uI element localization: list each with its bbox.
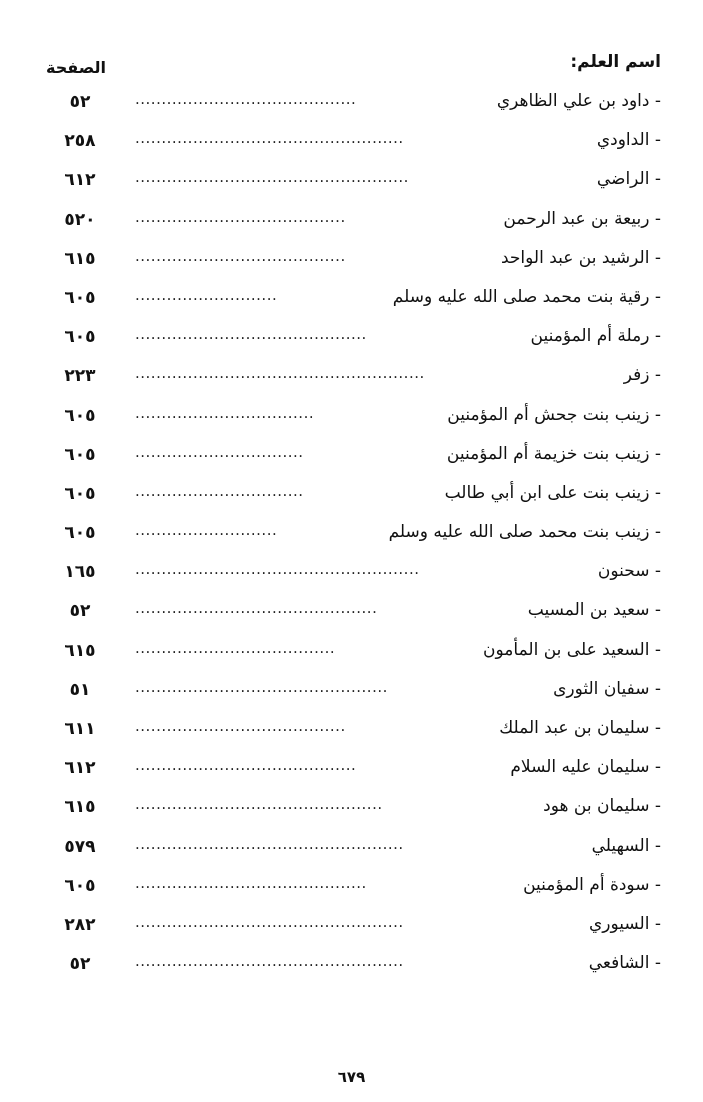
entry-page-number: ٥٢ bbox=[69, 92, 91, 112]
entry-name: - السيوري bbox=[588, 913, 661, 934]
entry-page-number: ٦٠٥ bbox=[64, 483, 96, 504]
index-entry-row bbox=[0, 635, 703, 674]
entry-name: - السهيلي bbox=[591, 835, 661, 856]
entry-name: - سليمان عليه السلام bbox=[510, 757, 661, 778]
index-entry-row bbox=[0, 595, 703, 634]
index-entry-row bbox=[0, 517, 703, 556]
entry-leader-dots: ........................... bbox=[135, 285, 278, 304]
index-entry-row bbox=[0, 831, 703, 870]
entry-page-number: ٦١٢ bbox=[64, 170, 96, 191]
entry-leader-dots: ................................................... bbox=[135, 912, 404, 931]
index-entry-row bbox=[0, 674, 703, 713]
entry-leader-dots: ............................................... bbox=[135, 795, 383, 814]
entry-name: - سعيد بن المسيب bbox=[527, 600, 661, 621]
entry-leader-dots: .................................. bbox=[135, 403, 315, 422]
entry-page-number: ٦١٥ bbox=[64, 797, 96, 818]
entry-name: - سفيان الثورى bbox=[553, 678, 661, 699]
index-entry-row bbox=[0, 282, 703, 321]
entry-page-number: ٥٧٩ bbox=[64, 836, 96, 857]
index-entry-row bbox=[0, 478, 703, 517]
entry-leader-dots: .......................................... bbox=[135, 756, 357, 775]
entry-leader-dots: ........................... bbox=[135, 521, 278, 540]
entry-leader-dots: .............................................. bbox=[135, 599, 378, 618]
entry-leader-dots: ........................................ bbox=[135, 717, 346, 735]
entry-page-number: ٢٢٣ bbox=[64, 366, 96, 387]
entry-leader-dots: ................................................ bbox=[135, 677, 388, 696]
entry-leader-dots: ............................................ bbox=[135, 325, 367, 344]
entry-leader-dots: ................................................... bbox=[135, 129, 404, 148]
entry-page-number: ٦٠٥ bbox=[64, 523, 96, 544]
entry-leader-dots: ...................................... bbox=[135, 638, 336, 657]
entry-leader-dots: ............................................ bbox=[135, 873, 367, 892]
page-number: ٦٧٩ bbox=[337, 1068, 366, 1086]
index-entries-list bbox=[0, 86, 703, 987]
entry-name: - سحنون bbox=[597, 561, 661, 582]
entry-page-number: ٥٢٠ bbox=[64, 209, 96, 230]
entry-page-number: ٦٠٥ bbox=[64, 875, 96, 896]
index-entry-row bbox=[0, 713, 703, 752]
entry-page-number: ٢٨٢ bbox=[64, 914, 96, 935]
entry-leader-dots: ................................................... bbox=[135, 834, 404, 853]
entry-leader-dots: ...................................................... bbox=[135, 560, 420, 579]
entry-leader-dots: ....................................................... bbox=[135, 364, 425, 383]
entry-page-number: ٦٠٥ bbox=[64, 287, 96, 308]
entry-name: - سليمان بن عبد الملك bbox=[499, 718, 661, 738]
entry-name: - الرشيد بن عبد الواحد bbox=[500, 247, 661, 268]
entry-page-number: ٦١٥ bbox=[64, 248, 96, 269]
entry-page-number: ٥١ bbox=[69, 679, 91, 700]
entry-name: - الشافعي bbox=[588, 953, 661, 974]
entry-name: - زينب بنت محمد صلى الله عليه وسلم bbox=[388, 522, 661, 543]
entry-leader-dots: .......................................... bbox=[135, 90, 357, 108]
index-entry-row bbox=[0, 86, 703, 125]
entry-name: - سودة أم المؤمنين bbox=[523, 874, 661, 895]
index-entry-row bbox=[0, 204, 703, 243]
entry-name: - زفر bbox=[623, 365, 661, 386]
index-entry-row bbox=[0, 400, 703, 439]
index-entry-row bbox=[0, 791, 703, 830]
entry-page-number: ٥٢ bbox=[69, 954, 91, 975]
entry-name: - رقية بنت محمد صلى الله عليه وسلم bbox=[392, 286, 661, 307]
index-entry-row bbox=[0, 948, 703, 987]
entry-page-number: ٦٠٥ bbox=[64, 327, 96, 348]
entry-page-number: ٦١١ bbox=[64, 719, 96, 739]
index-entry-row bbox=[0, 439, 703, 478]
entry-name: - سليمان بن هود bbox=[543, 796, 661, 817]
entry-name: - داود بن علي الظاهري bbox=[496, 91, 661, 111]
entry-leader-dots: ........................................ bbox=[135, 246, 346, 265]
index-entry-row bbox=[0, 243, 703, 282]
index-entry-row bbox=[0, 870, 703, 909]
entry-leader-dots: ........................................ bbox=[135, 207, 346, 226]
entry-name: - زينب بنت خزيمة أم المؤمنين bbox=[446, 443, 661, 464]
entry-leader-dots: .................................................... bbox=[135, 168, 409, 187]
index-entry-row bbox=[0, 909, 703, 948]
index-entry-row bbox=[0, 321, 703, 360]
entry-page-number: ٦١٥ bbox=[64, 640, 96, 661]
index-entry-row bbox=[0, 752, 703, 791]
entry-name: - رملة أم المؤمنين bbox=[530, 326, 661, 347]
entry-page-number: ٢٥٨ bbox=[64, 131, 96, 152]
entry-page-number: ٦٠٥ bbox=[64, 405, 96, 426]
entry-leader-dots: ................................ bbox=[135, 481, 304, 500]
entry-name: - زينب بنت جحش أم المؤمنين bbox=[447, 404, 661, 425]
page-column-header: الصفحة bbox=[46, 58, 107, 77]
entry-leader-dots: ................................................... bbox=[135, 952, 404, 971]
index-entry-row bbox=[0, 164, 703, 203]
entry-page-number: ٦٠٥ bbox=[64, 444, 96, 465]
entry-name: - ربيعة بن عبد الرحمن bbox=[503, 208, 661, 229]
index-entry-row bbox=[0, 556, 703, 595]
entry-page-number: ٥٢ bbox=[69, 601, 91, 622]
entry-page-number: ١٦٥ bbox=[64, 562, 96, 583]
entry-name: - الداودي bbox=[596, 130, 661, 151]
entry-page-number: ٦١٢ bbox=[64, 758, 96, 779]
index-entry-row bbox=[0, 125, 703, 164]
entry-name: - السعيد على بن المأمون bbox=[483, 639, 661, 660]
entry-name: - الراضي bbox=[596, 169, 661, 190]
entry-name: - زينب بنت على ابن أبي طالب bbox=[444, 482, 661, 503]
name-column-header: اسم العلم: bbox=[570, 52, 661, 72]
entry-leader-dots: ................................ bbox=[135, 442, 304, 461]
index-entry-row bbox=[0, 360, 703, 399]
